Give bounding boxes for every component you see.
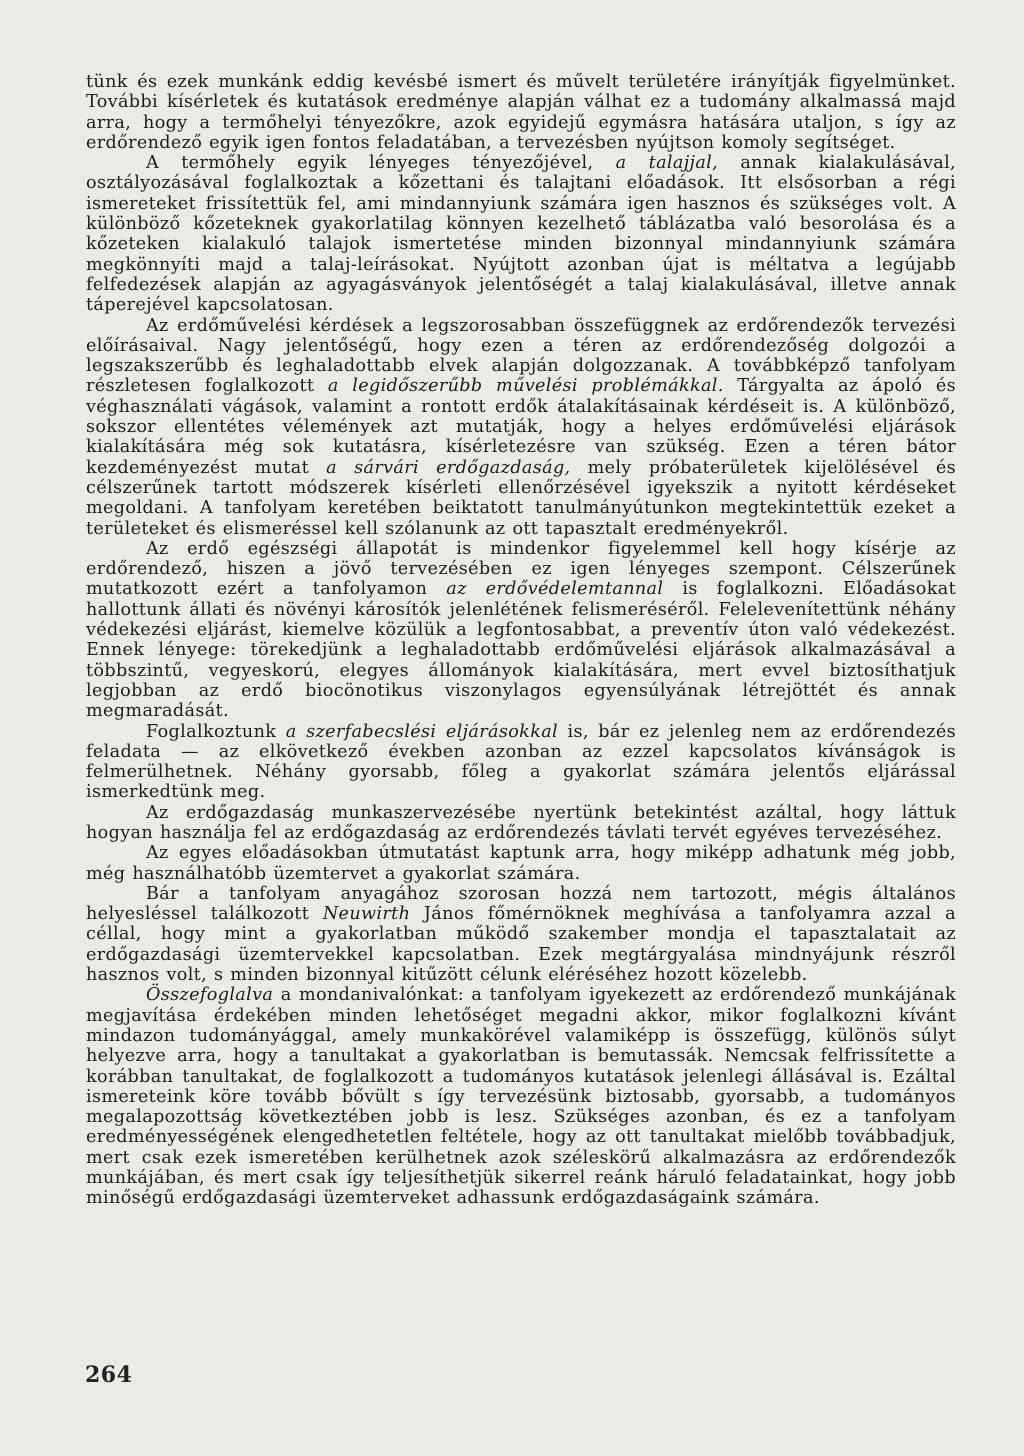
text-run: János főmérnöknek meghívása a tanfolyamra azzal a céllal, hogy mint a gyakorlatban működő szakember mondja el tapasztalatait az erdőgazdasági üzemtervekkel kapcsolatban. Ezek megtárgyalása mindnyájunk részről hasznos volt, s minden bizonnyal kitűzött célunk eléréséhez hozott közelebb. [86, 904, 956, 986]
paragraph [86, 985, 956, 1208]
text-run: Az egyes előadásokban útmutatást kaptunk arra, hogy miképp adhatunk még jobb, még használhatóbb üzemtervet a gyakorlat számára. [86, 843, 956, 884]
paragraph [86, 153, 956, 315]
emphasis-run: Összefoglalva [146, 985, 274, 1006]
text-run: Bár a tanfolyam anyagához szorosan hozzá nem tartozott, mégis általános helyesléssel találkozott [86, 883, 956, 925]
emphasis-run: Neuwirth [322, 904, 411, 925]
paragraph [86, 316, 956, 539]
text-run: Az erdőgazdaság munkaszervezésébe nyertünk betekintést azáltal, hogy láttuk hogyan használja fel az erdőgazdaság az erdőrendezés távlati tervét egyéves tervezéséhez. [86, 802, 956, 843]
text-run: is foglalkozni. Előadásokat hallottunk állati és növényi károsítók jelenlétének felismeréséről. Felelevenítettünk néhány védekezési eljárást, kiemelve közülük a legfontosabbat, a preventív úton való védekezést. Ennek lényege: törekedjünk a leghaladottabb erdőművelési eljárások alkalmazásával a többszintű, vegyeskorú, elegyes állományok kialakítására, mert evvel biztosíthatjuk legjobban az erdő biocönotikus viszonylagos egyensúlyának létrejöttét és annak megmaradását. [86, 579, 956, 722]
emphasis-run: a sárvári erdőgazdaság, [326, 457, 571, 478]
text-run: tünk és ezek munkánk eddig kevésbé ismert és művelt területére irányítják figyelmünket. További kísérletek és kutatások eredménye alapján válhat ez a tudomány alkalmassá majd arra, hogy a termőhelyi tényezőkre, azok egyidejű egymásra hatására utaljon, s így az erdőrendező egyik igen fontos feladatában, a tervezésben nyújtson komoly segítséget. [86, 72, 956, 153]
emphasis-run: a legidőszerűbb művelési problémákkal. [327, 376, 724, 397]
paragraph [86, 884, 956, 985]
paragraph [86, 803, 956, 844]
text-run: mely próbaterületek kijelölésével és célszerűnek tartott módszerek kísérleti ellenőrzésével igyekszik a nyitott kérdéseket megoldani. A tanfolyam keretében beiktatott tanulmányútunkon megtekintettük ezeket a területeket és elismeréssel kell szólanunk az ott tapasztalt eredményekről. [86, 457, 956, 539]
emphasis-run: a szerfabecslési eljárásokkal [285, 721, 559, 742]
text-run: Foglalkoztunk [146, 721, 286, 742]
text-run: A termőhely egyik lényeges tényezőjével, [146, 153, 616, 174]
page-number: 264 [85, 1362, 133, 1388]
paragraph [86, 72, 956, 153]
text-run: a mondanivalónkat: a tanfolyam igyekezett az erdőrendező munkájának megjavítása érdekében minden lehetőséget megadni akkor, mikor foglalkozni kívánt mindazon tudományággal, amely munkakörével valamiképp is összefügg, különös súlyt helyezve arra, hogy a tanultakat a gyakorlatban is bemutassák. Nemcsak felfrissítette a korábban tanultakat, de foglalkozott a tudományos kutatások jelenlegi állásával is. Ezáltal ismereteink köre tovább bővült s így tervezésünk biztosabb, gyorsabb, a tudományos megalapozottság következtében jobb is lesz. Szükséges azonban, és ez a tanfolyam eredményességének elengedhetetlen feltétele, hogy az ott tanultakat mielőbb továbbadjuk, mert csak ezek ismeretében kerülhetnek azok széleskörű alkalmazásra az erdőrendezők munkájában, és mert csak így teljesíthetjük sikerrel reánk háruló feladatainkat, hogy jobb minőségű erdőgazdasági üzemterveket adhassunk erdőgazdaságaink számára. [86, 985, 956, 1209]
emphasis-run: a talajjal, [615, 153, 719, 174]
emphasis-run: az erdővédelemtannal [446, 579, 664, 600]
text-run: Az erdő egészségi állapotát is mindenkor figyelemmel kell hogy kísérje az erdőrendező, hiszen a jövő tervezésében ez igen lényeges szempont. Célszerűnek mutatkozott ezért a tanfolyamon [86, 538, 956, 600]
paragraph [86, 722, 956, 803]
article-body [86, 72, 956, 1209]
text-run: is, bár ez jelenleg nem az erdőrendezés feladata — az elkövetkező években azonban az ezzel kapcsolatos kívánságok is felmerülhetnek. Néhány gyorsabb, főleg a gyakorlat számára jelentős eljárással ismerkedtünk meg. [86, 721, 956, 803]
text-run: Az erdőművelési kérdések a legszorosabban összefüggnek az erdőrendezők tervezési előírásaival. Nagy jelentőségű, hogy ezen a téren az erdőrendezőség dolgozói a legszakszerűbb és leghaladottabb elvek alapján dolgozzanak. A továbbképző tanfolyam részletesen foglalkozott [86, 315, 956, 397]
paragraph [86, 539, 956, 722]
text-run: annak kialakulásával, osztályozásával foglalkoztak a kőzettani és talajtani előadások. Itt elsősorban a régi ismereteket frissítettük fel, ami mindannyiunk számára igen hasznos és szükséges volt. A különböző kőzeteknek gyakorlatilag könnyen kezelhető táblázatba való besorolása és a kőzeteken kialakuló talajok ismertetése minden bizonnyal mindannyiunk számára megkönnyíti majd a talaj-leírásokat. Nyújtott azonban újat is méltatva a legújabb felfedezések alapján az agyagásványok jelentőségét a talaj kialakulásával, illetve annak táperejével kapcsolatosan. [86, 153, 956, 316]
paragraph [86, 843, 956, 884]
text-run: Tárgyalta az ápoló és véghasználati vágások, valamint a rontott erdők átalakításainak kérdéseit is. A különböző, sokszor ellentétes vélemények azt mutatják, hogy a helyes erdőművelési eljárások kialakítására még sok kutatásra, kísérletezésre van szükség. Ezen a téren bátor kezdeményezést mutat [86, 376, 956, 478]
